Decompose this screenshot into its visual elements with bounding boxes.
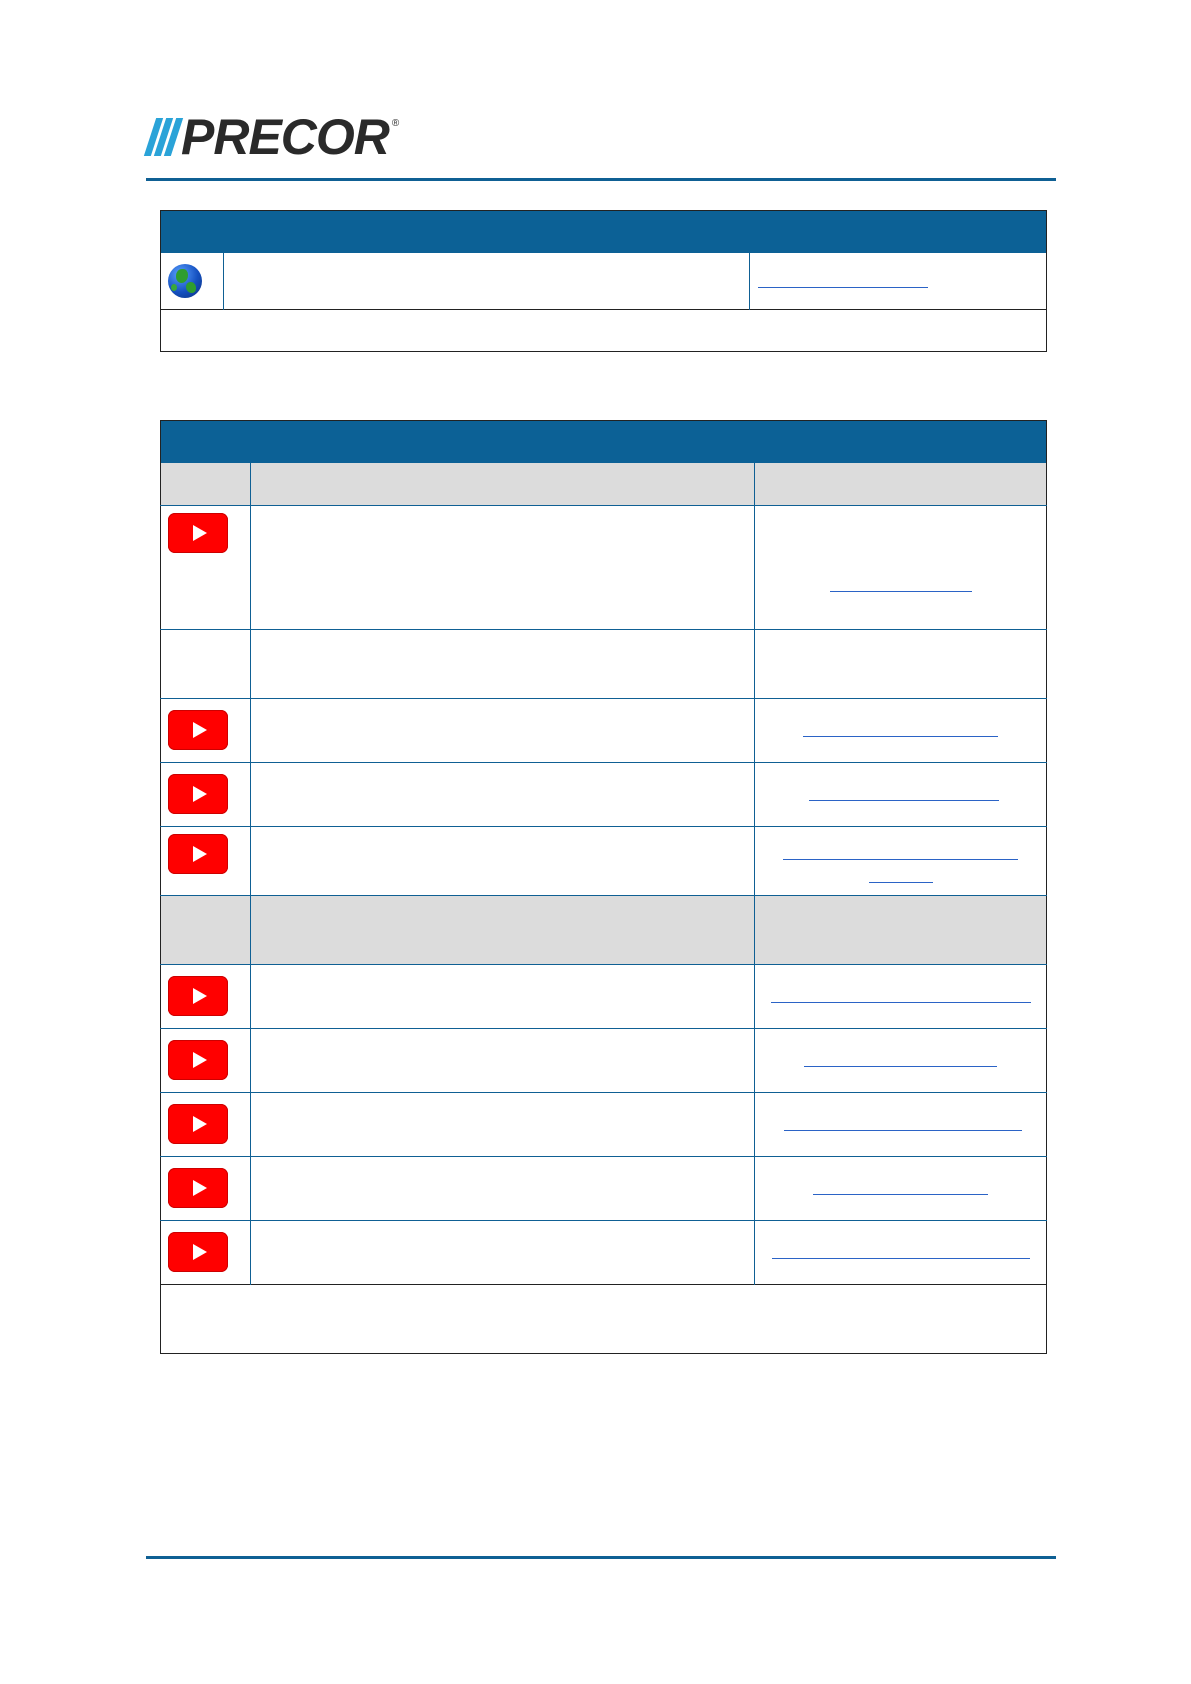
youtube-play-icon[interactable] [168, 1040, 228, 1080]
video-link[interactable] [830, 577, 972, 592]
table-row [161, 629, 1047, 698]
icon-cell [161, 253, 224, 309]
video-title [250, 826, 754, 895]
youtube-play-icon[interactable] [168, 1168, 228, 1208]
table-row [161, 826, 1047, 895]
table-note-row [161, 309, 1047, 351]
youtube-play-icon[interactable] [168, 1104, 228, 1144]
video-link[interactable] [809, 786, 999, 801]
table-row [161, 1092, 1047, 1156]
logo-registered-mark: ® [391, 118, 400, 129]
table-header [161, 421, 1047, 464]
video-link-multiline[interactable] [755, 845, 1046, 883]
table-row [161, 505, 1047, 629]
header-rule [146, 178, 1056, 181]
table-header [161, 211, 1047, 254]
precor-logo [150, 109, 400, 165]
video-title [250, 698, 754, 762]
video-title [250, 964, 754, 1028]
logo-wordmark: PRECOR [181, 109, 389, 165]
video-link-line[interactable] [783, 845, 1018, 860]
video-link[interactable] [803, 722, 998, 737]
note-cell [161, 309, 1047, 351]
youtube-play-icon[interactable] [168, 1232, 228, 1272]
table-row [161, 253, 1047, 309]
video-title [250, 1028, 754, 1092]
table-header-cell [161, 211, 1047, 254]
table-row [161, 1028, 1047, 1092]
video-title [250, 1156, 754, 1220]
youtube-play-icon[interactable] [168, 774, 228, 814]
youtube-play-icon[interactable] [168, 513, 228, 553]
table-row [161, 1220, 1047, 1284]
video-title [250, 1092, 754, 1156]
row-description [250, 629, 754, 698]
description-cell [223, 253, 749, 309]
row-link-cell [755, 629, 1047, 698]
video-link[interactable] [813, 1180, 988, 1195]
table-row [161, 698, 1047, 762]
video-title [250, 1220, 754, 1284]
web-resources-table [160, 210, 1047, 352]
table-row [161, 1156, 1047, 1220]
video-link[interactable] [772, 1244, 1030, 1259]
note-cell [161, 1284, 1047, 1353]
video-resources-table [160, 420, 1047, 1354]
table-subheader-row [161, 463, 1047, 505]
video-link-line[interactable] [869, 868, 933, 883]
video-title [250, 762, 754, 826]
youtube-play-icon[interactable] [168, 834, 228, 874]
video-link[interactable] [784, 1116, 1022, 1131]
youtube-play-icon[interactable] [168, 710, 228, 750]
table-note-row [161, 1284, 1047, 1353]
table-row [161, 762, 1047, 826]
video-title [250, 505, 754, 629]
youtube-play-icon[interactable] [168, 976, 228, 1016]
video-link[interactable] [771, 988, 1031, 1003]
globe-icon [168, 264, 202, 298]
link-cell [750, 253, 1047, 309]
table-row [161, 964, 1047, 1028]
footer-rule [146, 1556, 1056, 1559]
table-subheader-row [161, 895, 1047, 964]
table-header-cell [161, 421, 1047, 464]
logo-stripes [150, 118, 177, 156]
video-link[interactable] [804, 1052, 997, 1067]
web-link[interactable] [758, 273, 928, 288]
